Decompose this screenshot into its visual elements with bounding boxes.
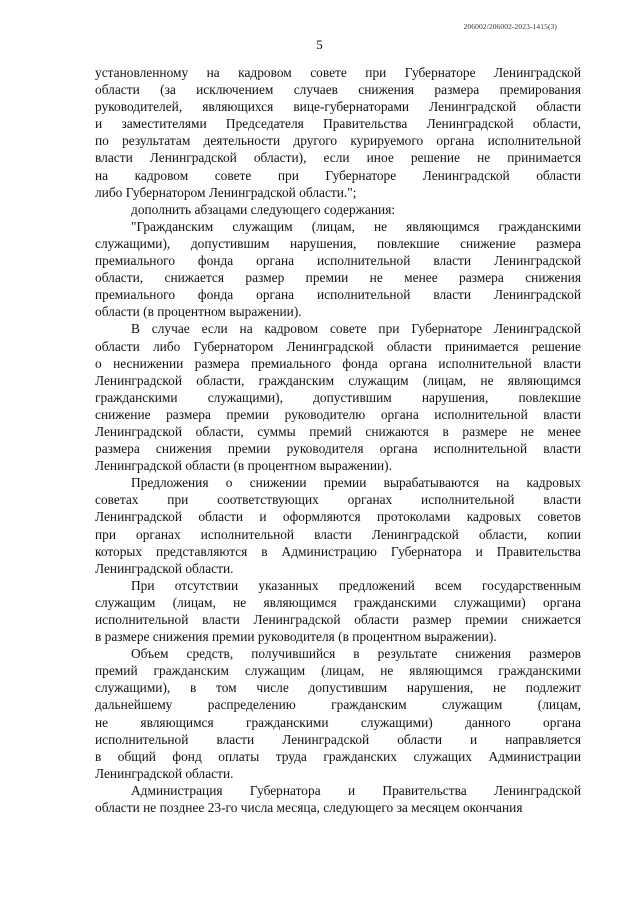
text-line: Ленинградской области, гражданским служащим (лицам, не являющимся xyxy=(95,372,581,388)
text-line: Ленинградской области. xyxy=(95,560,234,576)
text-line: области, снижается размер премии не менее размера снижения xyxy=(95,270,581,286)
page-number: 5 xyxy=(316,37,323,52)
text-line: При отсутствии указанных предложений всем государственным xyxy=(131,577,581,593)
text-line: и заместителями Председателя Правительства Ленинградской области, xyxy=(95,116,581,132)
text-line: исполнительной власти Ленинградской области размер премии снижается xyxy=(95,612,581,627)
text-line: либо Губернатором Ленинградской области."; xyxy=(95,184,357,200)
text-line: Объем средств, получившийся в результате снижения размеров xyxy=(131,646,581,662)
text-line: дальнейшему распределению гражданским служащим (лицам, xyxy=(95,697,581,713)
paragraph xyxy=(95,218,581,321)
document-id: 206002/206002-2023-1415(3) xyxy=(463,22,557,31)
paragraph xyxy=(95,577,581,645)
text-line: по результатам деятельности другого курируемого органа исполнительной xyxy=(95,133,581,149)
text-line: Предложения о снижении премии вырабатываются на кадровых xyxy=(131,475,581,491)
paragraph xyxy=(95,320,581,474)
text-line: Ленинградской области (в процентном выражении). xyxy=(95,458,392,474)
text-line: "Гражданским служащим (лицам, не являющимся гражданскими xyxy=(131,218,581,234)
text-line: служащими), допустившим нарушения, повлекшие снижение размера xyxy=(95,235,581,251)
text-line: не являющимся гражданскими служащими) данного органа xyxy=(95,714,581,730)
paragraph xyxy=(95,64,581,201)
text-line: в общий фонд оплаты труда гражданских служащих Администрации xyxy=(95,748,581,764)
text-line: Ленинградской области. xyxy=(95,765,234,781)
text-line: дополнить абзацами следующего содержания: xyxy=(131,201,396,217)
text-line: области (за исключением случаев снижения размера премирования xyxy=(95,82,581,98)
text-line: области (в процентном выражении). xyxy=(95,304,302,320)
text-line: служащими), в том числе допустившим нарушения, не подлежит xyxy=(95,680,581,696)
paragraph xyxy=(95,474,581,577)
paragraph xyxy=(95,782,581,816)
text-line: Ленинградской области, суммы премий снижаются в размере не менее xyxy=(95,423,581,439)
text-line: при органах исполнительной власти Ленинградской области, копии xyxy=(95,526,581,542)
text-line: премиального фонда органа исполнительной власти Ленинградской xyxy=(95,287,581,303)
text-line: снижение размера премии руководителю органа исполнительной власти xyxy=(95,406,581,422)
text-line: служащим (лицам, не являющимся гражданскими служащими) органа xyxy=(95,594,581,610)
text-line: исполнительной власти Ленинградской области и направляется xyxy=(95,731,581,747)
text-line: размера снижения премии руководителя органа исполнительной власти xyxy=(95,441,581,457)
text-line: о неснижении размера премиального фонда органа исполнительной власти xyxy=(95,355,581,371)
text-line: советах при соответствующих органах исполнительной власти xyxy=(95,492,581,508)
text-line: гражданскими служащими), допустившим нарушения, повлекшие xyxy=(95,389,581,405)
text-line: премий гражданским служащим (лицам, не являющимся гражданскими xyxy=(95,663,581,679)
text-line: власти Ленинградской области), если иное решение не принимается xyxy=(95,150,581,166)
text-line: установленному на кадровом совете при Губернаторе Ленинградской xyxy=(95,65,581,80)
text-line: области либо Губернатором Ленинградской области принимается решение xyxy=(95,338,581,354)
text-line: которых представляются в Администрацию Губернатора и Правительства xyxy=(95,543,581,559)
text-line: в размере снижения премии руководителя (в процентном выражении). xyxy=(95,629,497,645)
paragraph xyxy=(95,201,581,218)
document-body xyxy=(95,64,581,816)
text-line: В случае если на кадровом совете при Губернаторе Ленинградской xyxy=(131,321,581,337)
paragraph xyxy=(95,645,581,782)
text-line: Ленинградской области и оформляются протоколами кадровых советов xyxy=(95,509,581,525)
text-line: премиального фонда органа исполнительной власти Ленинградской xyxy=(95,253,581,269)
text-line: руководителей, являющихся вице-губернаторами Ленинградской области xyxy=(95,99,581,115)
text-line: Администрация Губернатора и Правительства Ленинградской xyxy=(131,782,581,798)
text-line: на кадровом совете при Губернаторе Ленинградской области xyxy=(95,167,581,183)
text-line: области не позднее 23-го числа месяца, следующего за месяцем окончания xyxy=(95,800,523,816)
